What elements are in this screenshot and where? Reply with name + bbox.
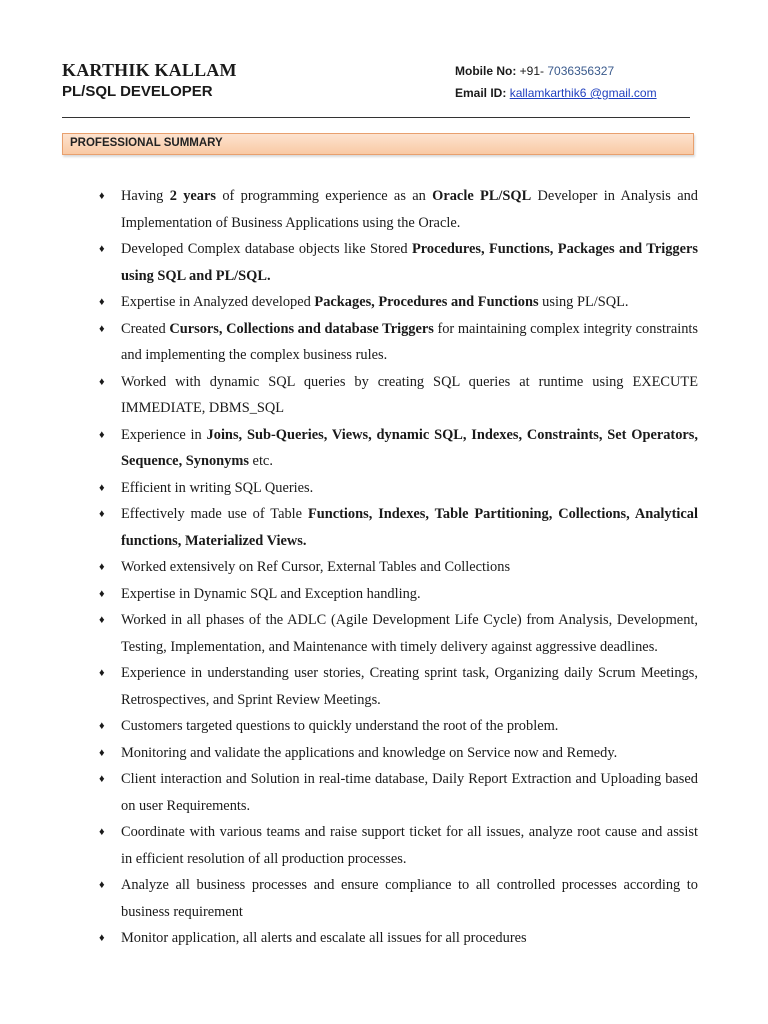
diamond-bullet-icon: ♦ bbox=[99, 879, 105, 891]
diamond-bullet-icon: ♦ bbox=[99, 773, 105, 785]
summary-item bbox=[0, 501, 768, 554]
header-divider bbox=[62, 117, 690, 118]
diamond-bullet-icon: ♦ bbox=[99, 190, 105, 202]
summary-item bbox=[0, 713, 768, 740]
diamond-bullet-icon: ♦ bbox=[99, 746, 105, 759]
mobile-contact bbox=[455, 64, 614, 78]
diamond-bullet-icon: ♦ bbox=[99, 481, 105, 494]
diamond-bullet-icon: ♦ bbox=[99, 826, 105, 838]
summary-item-bold-text: Cursors, Collections and database Triggers bbox=[169, 320, 434, 337]
candidate-name: KARTHIK KALLAM bbox=[62, 60, 237, 80]
summary-item-bold-text: Functions, Indexes, Table Partitioning, Collections, Analytical functions, Materialized Views. bbox=[121, 506, 698, 549]
summary-item-text: Efficient in writing SQL Queries. bbox=[121, 479, 314, 496]
email-contact bbox=[455, 86, 657, 100]
summary-item-text: Monitoring and validate the applications and knowledge on Service now and Remedy. bbox=[121, 744, 618, 761]
mobile-label: Mobile No: bbox=[455, 64, 517, 78]
summary-item bbox=[0, 554, 768, 581]
summary-item bbox=[0, 819, 768, 872]
mobile-number: 7036356327 bbox=[547, 64, 615, 78]
candidate-role: PL/SQL DEVELOPER bbox=[62, 83, 213, 100]
summary-item-bold-text: 2 years bbox=[169, 188, 216, 204]
summary-item bbox=[0, 660, 768, 713]
summary-item bbox=[0, 766, 768, 819]
summary-item bbox=[0, 369, 768, 422]
diamond-bullet-icon: ♦ bbox=[99, 375, 105, 388]
summary-item-text: Developer in Analysis and Implementation of Business Applications using the Oracle. bbox=[121, 188, 698, 231]
summary-item-text: Analyze all business processes and ensure compliance to all controlled processes according to business requirement bbox=[121, 877, 698, 920]
summary-item bbox=[0, 422, 768, 475]
summary-item bbox=[0, 607, 768, 660]
summary-item-text: Worked in all phases of the ADLC (Agile Development Life Cycle) from Analysis, Development, Testing, Implementation, and Maintenance with timely delivery against aggressive deadlines. bbox=[121, 612, 698, 655]
summary-item-text: etc. bbox=[248, 453, 273, 469]
email-link[interactable]: kallamkarthik6 @gmail.com bbox=[509, 86, 657, 100]
summary-item bbox=[0, 183, 768, 236]
summary-item-text: of programming experience as an bbox=[216, 188, 433, 204]
summary-item bbox=[0, 740, 768, 767]
summary-item bbox=[0, 236, 768, 289]
summary-item bbox=[0, 289, 768, 316]
email-label: Email ID: bbox=[455, 86, 507, 100]
summary-item-text: Worked extensively on Ref Cursor, External Tables and Collections bbox=[121, 559, 511, 575]
diamond-bullet-icon: ♦ bbox=[99, 508, 105, 520]
summary-item-text: Experience in understanding user stories, Creating sprint task, Organizing daily Scrum Meetings, Retrospectives, and Sprint Review Meetings. bbox=[121, 665, 698, 708]
summary-item bbox=[0, 475, 768, 502]
diamond-bullet-icon: ♦ bbox=[99, 296, 105, 308]
summary-item-bold-text: Packages, Procedures and Functions bbox=[314, 294, 539, 310]
diamond-bullet-icon: ♦ bbox=[99, 720, 105, 732]
diamond-bullet-icon: ♦ bbox=[99, 243, 105, 255]
summary-item-text: Customers targeted questions to quickly understand the root of the problem. bbox=[121, 718, 559, 734]
mobile-prefix: +91- bbox=[519, 64, 545, 78]
diamond-bullet-icon: ♦ bbox=[99, 667, 105, 679]
diamond-bullet-icon: ♦ bbox=[99, 932, 105, 944]
summary-item-text: for maintaining complex integrity constraints and implementing the complex business rules. bbox=[121, 320, 699, 363]
summary-item-text: using PL/SQL. bbox=[538, 294, 629, 310]
summary-item-text: Developed Complex database objects like Stored bbox=[121, 241, 412, 257]
summary-item-text: Experience in bbox=[121, 426, 207, 443]
summary-item bbox=[0, 581, 768, 608]
summary-item-bold-text: Joins, Sub-Queries, Views, dynamic SQL, Indexes, Constraints, Set Operators, Sequence, Synonyms bbox=[121, 426, 698, 469]
diamond-bullet-icon: ♦ bbox=[99, 428, 105, 441]
summary-item-text: Effectively made use of Table bbox=[121, 506, 308, 522]
summary-item bbox=[0, 925, 768, 952]
summary-item-bold-text: Procedures, Functions, Packages and Triggers using SQL and PL/SQL. bbox=[121, 241, 698, 284]
summary-item-text: Expertise in Analyzed developed bbox=[121, 294, 315, 310]
diamond-bullet-icon: ♦ bbox=[99, 561, 105, 573]
diamond-bullet-icon: ♦ bbox=[99, 614, 105, 626]
summary-item-text: Created bbox=[121, 320, 170, 337]
summary-item-bold-text: Oracle PL/SQL bbox=[432, 188, 532, 204]
summary-item-text: Worked with dynamic SQL queries by creating SQL queries at runtime using EXECUTE IMMEDIATE, DBMS_SQL bbox=[121, 373, 698, 416]
section-title: PROFESSIONAL SUMMARY bbox=[70, 137, 223, 149]
summary-item-text: Client interaction and Solution in real-time database, Daily Report Extraction and Uploading based on user Requirements. bbox=[121, 771, 698, 814]
diamond-bullet-icon: ♦ bbox=[99, 587, 105, 600]
summary-item bbox=[0, 872, 768, 925]
summary-item bbox=[0, 316, 768, 369]
diamond-bullet-icon: ♦ bbox=[99, 322, 105, 335]
section-header bbox=[62, 133, 694, 155]
summary-item-text: Having bbox=[121, 188, 170, 204]
summary-item-text: Expertise in Dynamic SQL and Exception handling. bbox=[121, 585, 421, 602]
summary-item-text: Monitor application, all alerts and escalate all issues for all procedures bbox=[121, 930, 527, 946]
summary-list bbox=[0, 183, 768, 952]
summary-item-text: Coordinate with various teams and raise support ticket for all issues, analyze root cause and assist in efficient resolution of all production processes. bbox=[121, 824, 698, 867]
